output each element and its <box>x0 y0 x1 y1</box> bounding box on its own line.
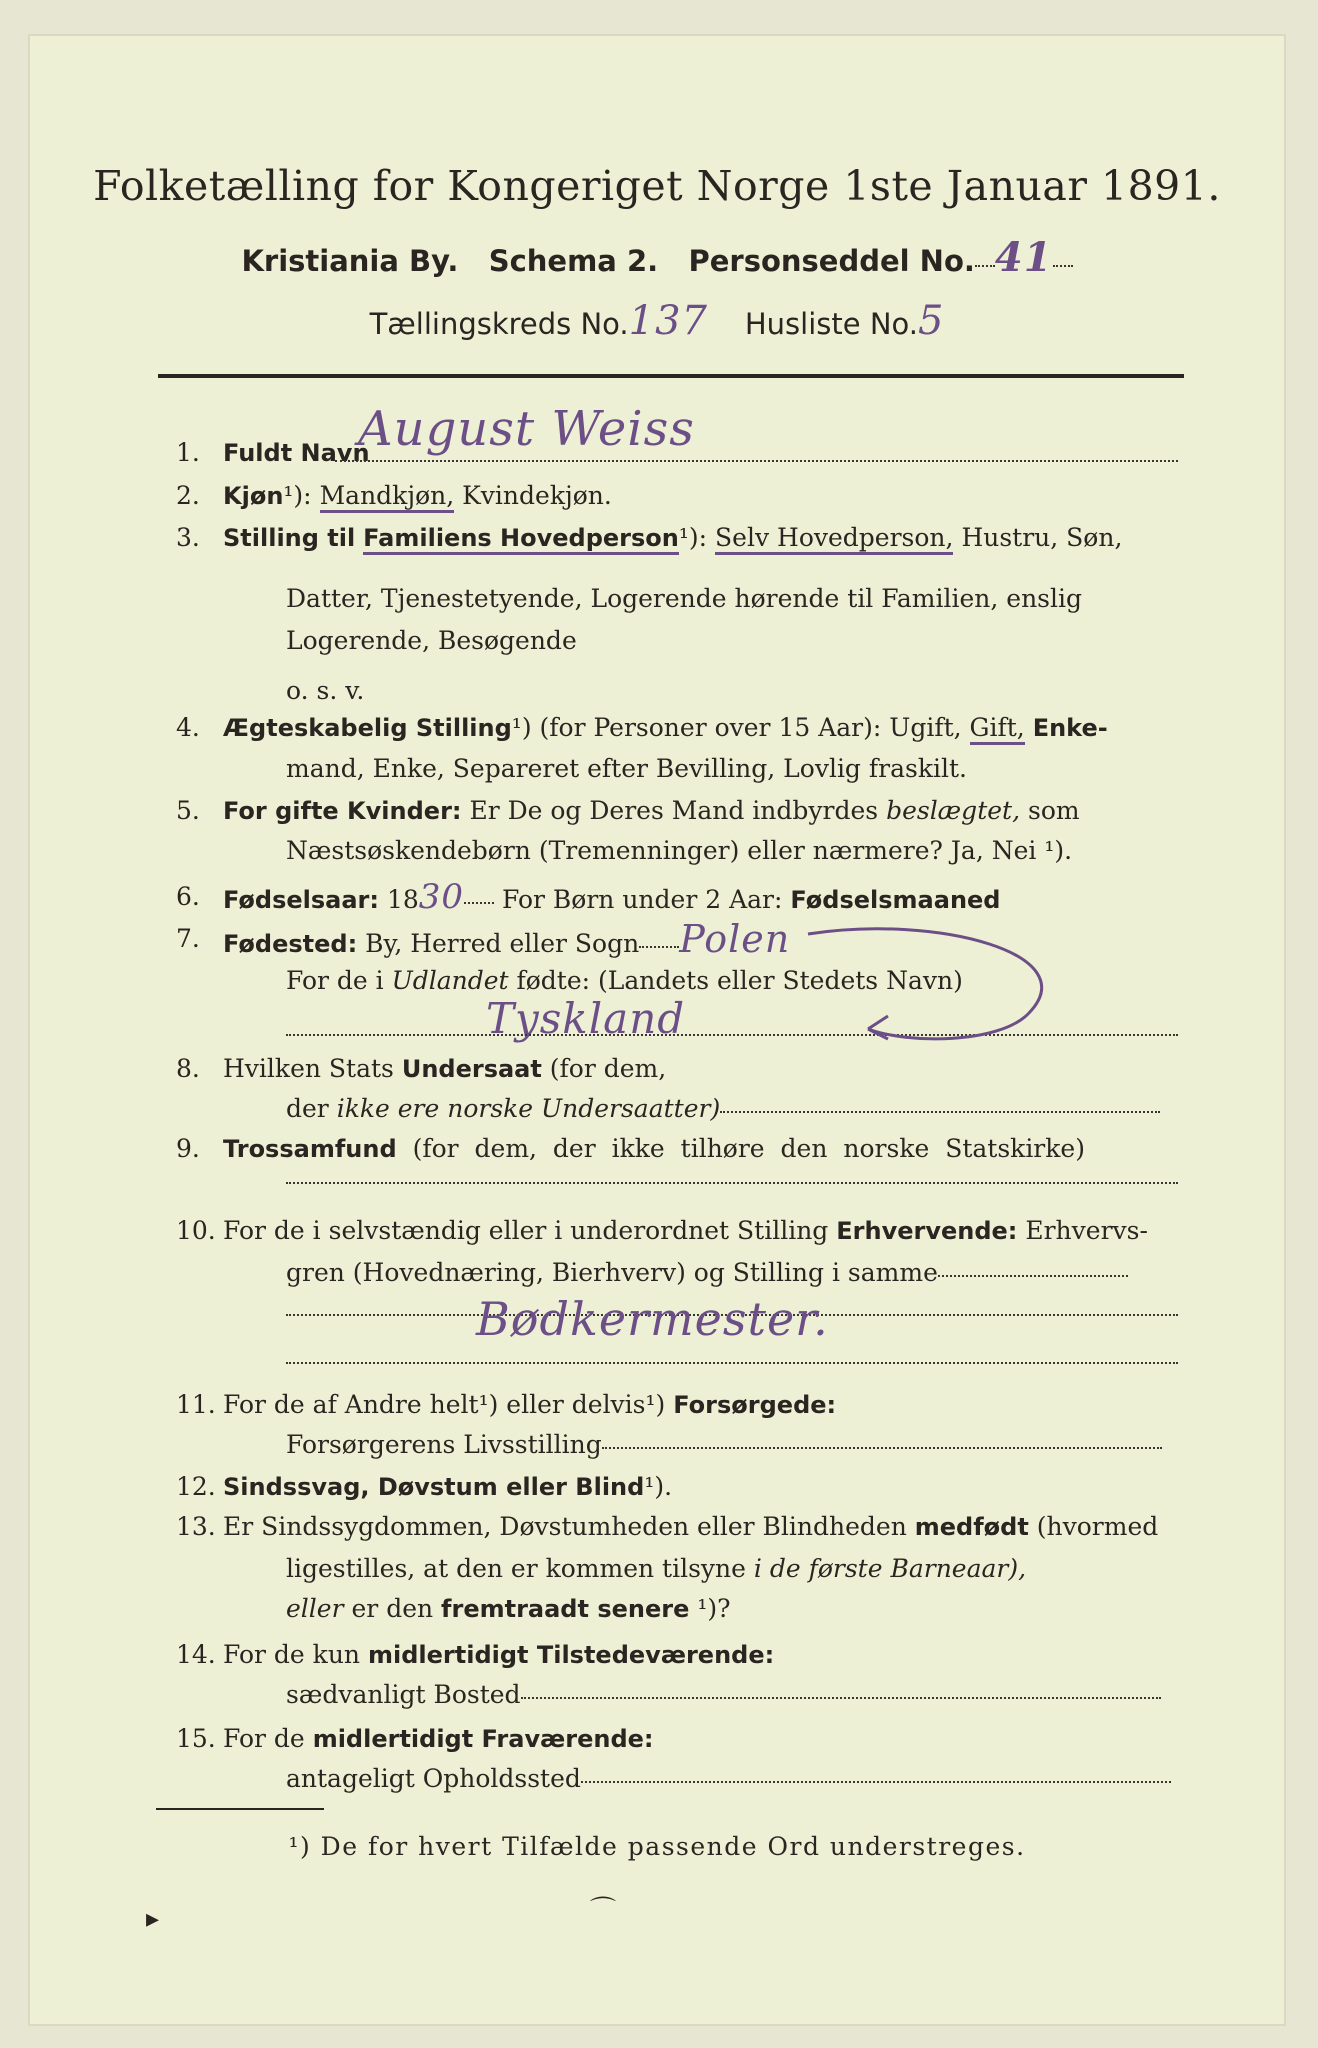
annotation-arrow <box>788 894 1088 1054</box>
corner-mark: ▸ <box>146 1904 160 1934</box>
name-label: Fuldt Navn <box>223 439 370 467</box>
census-form: Folketælling for Kongeriget Norge 1ste Januar 1891. Kristiania By. Schema 2. Personseddel No. 41 Tællingskreds No.137 Husliste No.5 1. Fuldt Navn August Weiss 2. Kjøn¹): Mandkjøn, Kvindekjøn. 3. Stilling til Familiens Hovedperson¹): Selv Hovedperson, Hustru, Søn, Datter, Tjenestetyende, Logerende hørende til Familien, enslig Logerende, Besøgende o. s. v. 4. Ægteskabelig Stilling¹) (for Personer over 15 Aar): Ugift, Gift, Enke- mand, Enke, Separeret efter Bevilling, Lovlig fraskilt. 5. For gifte Kvinder: Er De og Deres Mand indbyrdes beslægtet, som Næstsøskendebørn (Tremenninger) eller nærmere? Ja, Nei ¹). 6. Fødselsaar: 1830 For Børn under 2 Aar: Fødselsmaaned 7. Fødested: By, Herred eller Sogn Polen For de i Udlandet fødte: (Landets eller Stedets Navn) Tyskland 8. Hvilken Stats Undersaat (for dem, der ikke ere norske Undersaatter) 9. Trossamfund (for dem, der ikke tilhøre den norske Statskirke) 10. For de i selvstændig eller i underordnet Stilling Erhvervende: Erhvervs- gren (Hovednæring, Bierhverv) og Stilling i samme Bødkermester. 11. For de af Andre helt¹) eller delvis¹) Forsørgede: Forsørgerens Livsstilling 12. Sindssvag, Døvstum eller Blind¹). 13. Er Sindssygdommen, Døvstumheden eller Blindheden medfødt (hvormed ligestilles, at den er kommen tilsyne i de første Barneaar), eller er den fremtraadt senere ¹)? 14. For de kun midlertidigt Tilstedeværende: sædvanligt Bosted 15. For de midlertidigt Fraværende: antageligt Opholdssted ¹) De for hvert Tilfælde passende Ord understreges. ▸ ⌒ <box>28 34 1286 2026</box>
husliste-number: 5 <box>917 298 945 344</box>
footnote-divider <box>156 1808 324 1810</box>
birth-year-value: 30 <box>418 877 465 917</box>
marital-selected: Gift, <box>970 713 1025 745</box>
form-title: Folketælling for Kongeriget Norge 1ste Januar 1891. <box>93 162 1221 210</box>
form-subheader <box>28 234 1286 281</box>
schema-label: Schema 2. <box>488 244 659 278</box>
kreds-number: 137 <box>628 298 708 344</box>
kreds-label: Tællingskreds No. <box>369 307 629 341</box>
footnote: ¹) De for hvert Tilfælde passende Ord understreges. <box>288 1832 1026 1861</box>
bottom-mark: ⌒ <box>590 1896 617 1926</box>
birthplace-value: Polen <box>679 917 791 961</box>
personseddel-number: 41 <box>994 234 1053 281</box>
name-value: August Weiss <box>358 401 695 457</box>
city-label: Kristiania By. <box>241 244 459 278</box>
husliste-label: Husliste No. <box>744 307 918 341</box>
header-divider <box>158 374 1184 378</box>
foreign-birthplace-value: Tyskland <box>486 994 686 1043</box>
gender-selected: Mandkjøn, <box>320 481 455 513</box>
form-subheader-2 <box>28 298 1286 344</box>
personseddel-label: Personseddel No. <box>688 244 975 278</box>
occupation-value: Bødkermester. <box>476 1292 829 1346</box>
position-selected: Selv Hovedperson, <box>715 523 953 555</box>
